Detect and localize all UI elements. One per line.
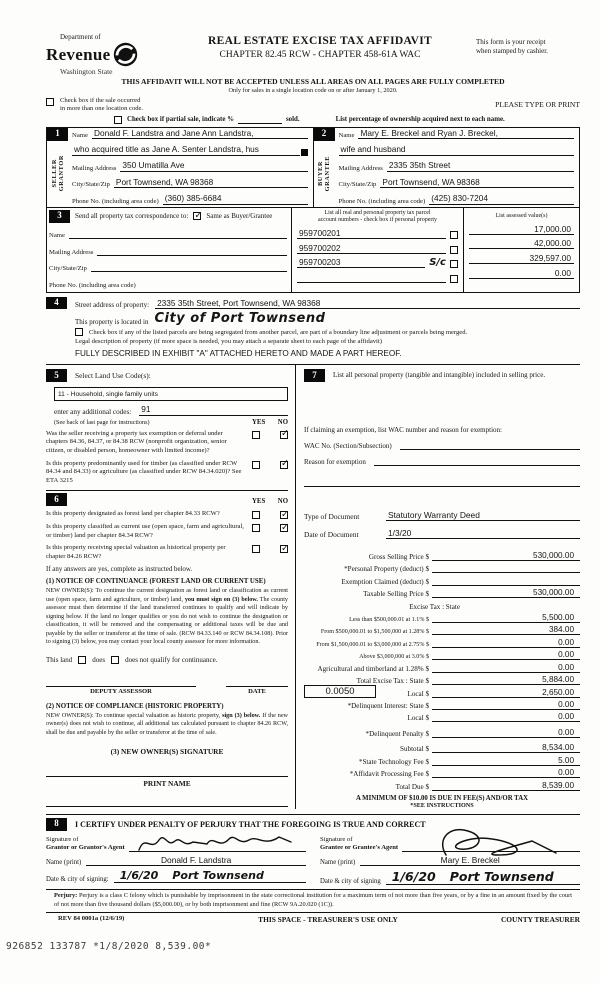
- money-field[interactable]: 0.00: [432, 650, 580, 660]
- money-label: *State Technology Fee $: [358, 757, 429, 766]
- owner-signature-line[interactable]: [46, 776, 288, 777]
- parcel-number-field[interactable]: 959700203: [297, 257, 425, 268]
- legal-description-value[interactable]: FULLY DESCRIBED IN EXHIBIT "A" ATTACHED HERETO AND MADE A PART HEREOF.: [75, 349, 402, 359]
- correspondence-label: Send all property tax correspondence to:: [75, 212, 189, 221]
- form-chapter: CHAPTER 82.45 RCW - CHAPTER 458-61A WAC: [219, 49, 421, 60]
- multi-location-checkbox[interactable]: [46, 98, 54, 106]
- parcel-number-field[interactable]: 959700201: [297, 228, 446, 239]
- document-type-field[interactable]: Statutory Warranty Deed: [386, 510, 580, 521]
- yes-checkbox[interactable]: [252, 524, 260, 532]
- money-field[interactable]: 8,539.00: [432, 781, 580, 791]
- money-label: Local $: [407, 689, 429, 698]
- no-checkbox[interactable]: [280, 545, 288, 553]
- treasurer-space-label: THIS SPACE - TREASURER'S USE ONLY: [258, 914, 398, 924]
- money-field[interactable]: 384.00: [432, 625, 580, 635]
- grantee-signature-block: [316, 834, 580, 885]
- seller-side-label-2: GRANTOR: [57, 155, 65, 192]
- certification-section: [46, 814, 580, 885]
- no-checkbox[interactable]: [280, 431, 288, 439]
- reason-field[interactable]: [374, 456, 580, 466]
- buyer-phone-label: Phone No. (including area code): [338, 197, 426, 205]
- agency-state: Washington State: [60, 67, 113, 77]
- agency-logo-block: [46, 34, 164, 76]
- document-date-field[interactable]: 1/3/20: [386, 528, 580, 539]
- question-row: [46, 523, 288, 540]
- money-field[interactable]: 5,884.00: [432, 675, 580, 685]
- yes-checkbox[interactable]: [252, 461, 260, 469]
- buyer-phone-field[interactable]: (425) 830-7204: [429, 194, 574, 205]
- seller-phone-label: Phone No. (including area code): [72, 197, 159, 205]
- personal-property-checkbox[interactable]: [450, 231, 458, 239]
- located-in-label: This property is located in: [75, 318, 149, 327]
- money-field[interactable]: 5,500.00: [432, 613, 580, 623]
- additional-codes-label: enter any additional codes:: [54, 407, 132, 416]
- money-label: From $1,500,000.01 to $3,000,000 at 2.75% $: [316, 641, 429, 648]
- print-name-label: PRINT NAME: [143, 779, 191, 789]
- grantee-date-label: Date & city of signing: [320, 877, 381, 885]
- this-land-label: This land: [46, 655, 73, 664]
- buyer-city-label: City/State/Zip: [338, 181, 377, 189]
- located-in-handwritten-value[interactable]: City of Port Townsend: [154, 311, 326, 327]
- personal-property-checkbox[interactable]: [450, 246, 458, 254]
- reason-label: Reason for exemption: [304, 458, 366, 467]
- property-address-section: [46, 297, 580, 359]
- money-label: Exemption Claimed (deduct) $: [341, 577, 429, 586]
- money-field[interactable]: [432, 572, 580, 573]
- grantee-name-label: Name (print): [320, 858, 356, 866]
- instructions-note: (See back of last page for instructions): [54, 418, 150, 426]
- no-checkbox[interactable]: [280, 524, 288, 532]
- grantor-signature-block: [46, 834, 316, 885]
- revenue-logo: [112, 41, 139, 68]
- money-field[interactable]: 530,000.00: [432, 588, 580, 598]
- continuance-title: (1) NOTICE OF CONTINUANCE (FOREST LAND OR CURRENT USE): [46, 578, 266, 586]
- new-owner-signature-label: (3) NEW OWNER(S) SIGNATURE: [110, 747, 224, 757]
- grantee-signature-field[interactable]: [402, 834, 580, 852]
- does-label: does: [92, 655, 106, 664]
- question-text: Is this property classified as current use (open space, farm and agricultural, or timber) land per chapter 84.34 RCW?: [46, 523, 244, 539]
- parcel-numbers-column: List all real and personal property tax parcel account numbers - check box if personal property 959700201 959700202 959700203 S/c: [291, 208, 463, 292]
- street-address-field[interactable]: 2335 35th Street, Port Townsend, WA 98368: [155, 299, 580, 310]
- money-label: Subtotal $: [400, 745, 429, 754]
- does-not-label: does not qualify for continuance.: [125, 655, 218, 664]
- agency-name: Revenue: [46, 44, 111, 64]
- money-label: Local $: [407, 714, 429, 723]
- buyer-mailing-label: Mailing Address: [338, 164, 383, 172]
- personal-property-column: [296, 365, 580, 808]
- question-text: Was the seller receiving a property tax exemption or deferral under chapters 84.36, 84.37, or 84.38 RCW (nonprofit organization, senior citizen, or disabled person, homeowner with limited income)?: [46, 429, 227, 455]
- grantee-sig-label: Signature of Grantee or Grantee's Agent: [320, 835, 399, 851]
- money-label: From $500,000.01 to $1,500,000 at 1.28% $: [320, 629, 429, 636]
- segregated-checkbox[interactable]: [75, 328, 83, 336]
- tax-correspondence-section: [46, 208, 580, 293]
- yes-header: YES: [252, 418, 266, 426]
- money-field[interactable]: 0.00: [432, 663, 580, 673]
- parcel-row: [297, 225, 458, 240]
- compliance-title: (2) NOTICE OF COMPLIANCE (HISTORIC PROPERTY): [46, 702, 224, 710]
- assessed-values-column: [463, 208, 579, 292]
- street-address-label: Street address of property:: [75, 301, 150, 310]
- seller-name-label: Name: [72, 132, 88, 140]
- buyer-name-field-2[interactable]: wife and husband: [339, 145, 575, 156]
- assessor-date-line[interactable]: DATE: [226, 686, 288, 695]
- money-field[interactable]: 5.00: [432, 756, 580, 766]
- compliance-text: NEW OWNER(S): To continue special valuation as historic property, sign (3) below. If the new owner(s) does not wish to continue, all additional tax calculated pursuant to chapter 84.26 RCW, shall be due and payable by the seller or transferor at the time of sale.: [46, 712, 288, 736]
- continuance-text: NEW OWNER(S): To continue the current designation as forest land or classification as current use (open space, farm and agriculture, or timber) land, you must sign on (3) below. The county assessor must then determine if the land transferred continues to qualify and will indicate by signing below. If the land no longer qualifies or you do not wish to continue the designation or classification, it will be removed and the compensating or additional taxes will be due and payable by the seller or transferor at the time of sale. (RCW 84.33.140 or RCW 84.34.108). Prior to signing (3) below, you may contact your local county assessor for more information.: [46, 588, 288, 646]
- grantor-signature-field[interactable]: [129, 834, 306, 852]
- partial-sale-percent-field[interactable]: [238, 116, 282, 124]
- assessed-value-field[interactable]: 329,597.00: [469, 253, 574, 264]
- money-field[interactable]: 0.00: [432, 768, 580, 778]
- agency-dept: Department of: [60, 33, 101, 41]
- money-label: Less than $500,000.01 at 1.1% $: [349, 616, 429, 623]
- money-field[interactable]: 2,650.00: [432, 688, 580, 698]
- seller-city-field[interactable]: Port Townsend, WA 98368: [114, 178, 308, 189]
- ownership-percentage-label: List percentage of ownership acquired next to each name.: [335, 115, 505, 123]
- section-5-badge: 5: [46, 369, 67, 382]
- parcel-row: [297, 268, 458, 283]
- excise-tax-computation: [304, 548, 580, 790]
- yes-checkbox[interactable]: [252, 431, 260, 439]
- form-revision-label: REV 84 0001a (12/6/19): [58, 914, 125, 922]
- single-location-note: Only for sales in a single location code on or after January 1, 2020.: [228, 87, 398, 95]
- personal-property-checkbox[interactable]: [450, 275, 458, 283]
- seller-mailing-field[interactable]: 350 Umatilla Ave: [120, 161, 307, 172]
- same-as-buyer-checkbox[interactable]: [193, 212, 201, 220]
- question-text: Is this property predominantly used for timber (as classified under RCW 84.34 and 84.33) or agriculture (as classified under RCW 84.34.020)? See ETA 3215: [46, 459, 242, 484]
- money-field[interactable]: 0.00: [432, 728, 580, 738]
- personal-property-title: List all personal property (tangible and intangible) included in selling price.: [333, 371, 546, 380]
- receipt-note: This form is your receipt when stamped by cashier.: [476, 38, 548, 56]
- parcel-number-field[interactable]: 959700202: [297, 243, 446, 254]
- section-3-badge: 3: [49, 210, 70, 223]
- money-label: Gross Selling Price $: [368, 552, 429, 561]
- corr-mailing-field[interactable]: [97, 255, 287, 256]
- grantor-name-field[interactable]: Donald F. Landstra: [86, 855, 306, 866]
- corr-city-label: City/State/Zip: [49, 265, 87, 273]
- seller-side-label-1: SELLER: [50, 159, 58, 188]
- section-1-badge: 1: [47, 128, 68, 141]
- parcel-handwritten-note: S/c: [429, 257, 446, 269]
- money-label: *Personal Property (deduct) $: [344, 565, 429, 574]
- money-label: *Delinquent Interest: State $: [347, 702, 429, 711]
- land-use-select[interactable]: 11 - Household, single family units: [54, 387, 288, 401]
- assessed-value-field[interactable]: 17,000.00: [469, 224, 574, 235]
- money-label: *Affidavit Processing Fee $: [349, 770, 429, 779]
- buyer-mailing-field[interactable]: 2335 35th Street: [387, 161, 574, 172]
- grantor-date-field[interactable]: 1/6/20 Port Townsend: [114, 869, 306, 883]
- section-4-badge: 4: [46, 297, 67, 310]
- buyer-name-field[interactable]: Mary E. Breckel and Ryan J. Breckel,: [358, 129, 574, 140]
- parcel-row: [297, 239, 458, 254]
- reason-field-2[interactable]: [304, 477, 580, 487]
- section-6-badge: 6: [46, 493, 67, 506]
- partial-sale-checkbox[interactable]: [114, 116, 122, 124]
- money-label: Agricultural and timberland at 1.28% $: [317, 664, 429, 673]
- does-qualify-checkbox[interactable]: [78, 656, 86, 664]
- corr-phone-label: Phone No. (including area code): [49, 281, 136, 289]
- money-field[interactable]: 530,000.00: [432, 551, 580, 561]
- section-8-badge: 8: [46, 818, 67, 831]
- yes-checkbox[interactable]: [252, 545, 260, 553]
- land-use-column: [46, 365, 296, 808]
- does-not-qualify-checkbox[interactable]: [111, 656, 119, 664]
- if-yes-note: If any answers are yes, complete as instructed below.: [46, 566, 193, 574]
- seller-mailing-label: Mailing Address: [72, 164, 117, 172]
- grantor-name-label: Name (print): [46, 858, 82, 866]
- land-use-title: Select Land Use Code(s):: [75, 371, 151, 381]
- buyer-side-label-1: BUYER: [317, 161, 324, 187]
- corr-name-field[interactable]: [69, 238, 287, 239]
- question-row: [46, 510, 288, 519]
- corr-name-label: Name: [49, 232, 65, 240]
- truncation-marker-icon: [301, 149, 308, 156]
- acceptance-warning: THIS AFFIDAVIT WILL NOT BE ACCEPTED UNLESS ALL AREAS ON ALL PAGES ARE FULLY COMPLETED: [121, 77, 505, 87]
- section-2-badge: 2: [314, 128, 335, 141]
- money-label: Above $3,000,000 at 3.0% $: [359, 654, 429, 661]
- question-text: Is this property receiving special valuation as historical property per chapter 84.26 RCW?: [46, 544, 226, 560]
- assessed-values-header: List assessed value(s): [495, 212, 548, 219]
- section-7-badge: 7: [304, 369, 325, 382]
- grantor-signature-ink: [135, 830, 295, 856]
- grantor-sig-label: Signature of Grantor or Grantor's Agent: [46, 835, 125, 851]
- local-rate-box[interactable]: 0.0050: [304, 685, 376, 698]
- wac-label: WAC No. (Section/Subsection): [304, 442, 392, 451]
- question-row: [46, 544, 288, 561]
- grantee-signature-ink: [432, 823, 562, 857]
- form-header: [46, 34, 580, 76]
- excise-tax-state-header: Excise Tax : State: [409, 602, 460, 611]
- money-field[interactable]: 0.00: [432, 700, 580, 710]
- print-name-line[interactable]: [46, 806, 288, 807]
- parcel-number-field[interactable]: [297, 282, 446, 283]
- type-or-print-label: PLEASE TYPE OR PRINT: [495, 100, 580, 110]
- cashier-stamp: 926852 133787 *1/8/2020 8,539.00*: [6, 941, 212, 952]
- buyer-side-label-2: GRANTEE: [324, 155, 331, 192]
- grantee-name-field[interactable]: Mary E. Breckel: [360, 855, 580, 866]
- seller-phone-field[interactable]: (360) 385-6684: [163, 194, 308, 205]
- multi-location-label: Check box if the sale occurred in more than one location code.: [60, 97, 144, 113]
- perjury-notice: Perjury: Perjury is a class C felony which is punishable by imprisonment in the state correctional institution for a maximum term of not more than five years, or by a fine in an amount fixed by the court of not more than five thousand dollars ($5,000.00), or by both imprisonment and fine (RCW 9A.20.020 (1C)).: [46, 889, 580, 913]
- money-field[interactable]: [432, 585, 580, 586]
- no-checkbox[interactable]: [280, 511, 288, 519]
- money-label: *Delinquent Penalty $: [365, 729, 429, 738]
- buyer-name-label: Name: [338, 132, 355, 140]
- seller-city-label: City/State/Zip: [72, 181, 110, 189]
- grantee-date-field[interactable]: 1/6/20 Port Townsend: [386, 869, 580, 885]
- wac-field[interactable]: [400, 440, 580, 450]
- minimum-fee-note: A MINIMUM OF $10.00 IS DUE IN FEE(S) AND/OR TAX: [355, 794, 529, 802]
- certify-statement: I CERTIFY UNDER PENALTY OF PERJURY THAT THE FOREGOING IS TRUE AND CORRECT: [75, 819, 426, 829]
- yes-header: YES: [252, 498, 266, 506]
- deputy-assessor-line[interactable]: DEPUTY ASSESSOR: [46, 686, 196, 695]
- seller-name-field[interactable]: Donald F. Landstra and Jane Ann Landstra,: [92, 129, 308, 140]
- see-instructions-note: *SEE INSTRUCTIONS: [410, 801, 474, 809]
- form-title: REAL ESTATE EXCISE TAX AFFIDAVIT: [208, 35, 432, 47]
- parties-block: [46, 127, 580, 208]
- buyer-city-field[interactable]: Port Townsend, WA 98368: [380, 178, 574, 189]
- exemption-note: If claiming an exemption, list WAC number and reason for exemption:: [304, 426, 502, 435]
- question-row: [46, 460, 288, 486]
- corr-city-field[interactable]: [91, 271, 287, 272]
- corr-mailing-label: Mailing Address: [49, 248, 94, 256]
- personal-property-checkbox[interactable]: [450, 260, 458, 268]
- money-label: Taxable Selling Price $: [363, 590, 429, 599]
- document-date-label: Date of Document: [304, 530, 359, 540]
- seller-name-field-2[interactable]: who acquired title as Jane A. Senter Landstra, hus: [72, 145, 300, 156]
- assessed-value-field[interactable]: 42,000.00: [469, 238, 574, 249]
- no-checkbox[interactable]: [280, 461, 288, 469]
- no-header: NO: [277, 418, 288, 426]
- money-label: Total Due $: [395, 782, 429, 791]
- money-field[interactable]: 0.00: [432, 638, 580, 648]
- legal-description-label: Legal description of property (if more space is needed, you may attach a separate sheet to each page of the affidavit): [75, 338, 382, 346]
- segregated-label: Check box if any of the listed parcels are being segregated from another parcel, are part of a boundary line adjustment or parcels being merged.: [89, 328, 468, 336]
- parcel-row: [297, 254, 458, 269]
- grantor-date-label: Date & city of signing:: [46, 875, 109, 883]
- money-field[interactable]: 0.00: [432, 712, 580, 722]
- seller-section: [47, 128, 314, 207]
- document-type-label: Type of Document: [304, 512, 360, 522]
- county-treasurer-label: COUNTY TREASURER: [500, 914, 580, 924]
- same-as-buyer-label: Same as Buyer/Grantee: [206, 212, 273, 221]
- partial-sale-label: Check box if partial sale, indicate %: [127, 115, 234, 123]
- question-text: Is this property designated as forest land per chapter 84.33 RCW?: [46, 510, 220, 518]
- money-label: Total Excise Tax : State $: [356, 677, 429, 686]
- additional-codes-field[interactable]: 91: [139, 405, 288, 416]
- assessed-value-field[interactable]: 0.00: [469, 268, 574, 279]
- buyer-section: [314, 128, 580, 207]
- question-row: [46, 430, 288, 456]
- partial-sale-sold-label: sold.: [286, 115, 300, 123]
- yes-checkbox[interactable]: [252, 511, 260, 519]
- money-field[interactable]: 8,534.00: [432, 743, 580, 753]
- no-header: NO: [277, 498, 288, 506]
